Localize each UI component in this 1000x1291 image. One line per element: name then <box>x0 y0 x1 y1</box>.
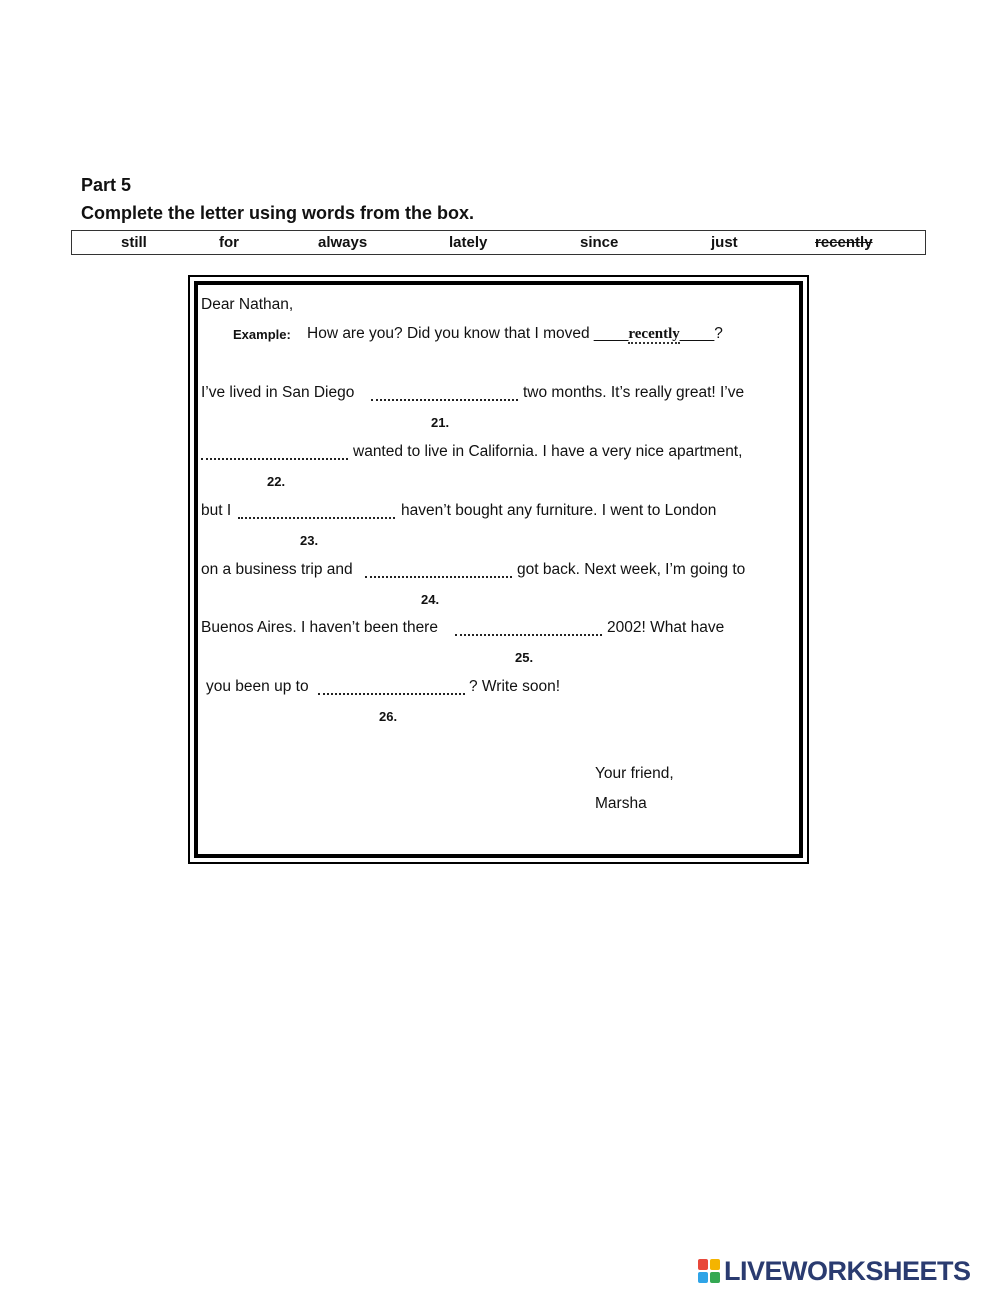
line-26-before: you been up to <box>206 678 309 695</box>
question-number-23: 23. <box>300 533 319 548</box>
question-number-26: 26. <box>379 709 398 724</box>
line-21-before: I’ve lived in San Diego <box>201 384 355 401</box>
word-lately: lately <box>449 234 488 251</box>
line-23-before: but I <box>201 502 232 519</box>
liveworksheets-logo-icon <box>698 1259 720 1283</box>
line-24-before: on a business trip and <box>201 561 353 578</box>
word-just: just <box>711 234 738 251</box>
example-answer: recently <box>628 326 680 342</box>
line-22-after: wanted to live in California. I have a very nice apartment, <box>353 443 743 460</box>
example-text-after: ____? <box>679 325 723 342</box>
line-25-before: Buenos Aires. I haven’t been there <box>201 619 438 636</box>
word-always: always <box>318 234 368 251</box>
answer-blank-24[interactable] <box>365 576 512 578</box>
liveworksheets-logo-text: LIVEWORKSHEETS <box>724 1256 971 1286</box>
question-number-21: 21. <box>431 415 450 430</box>
question-number-25: 25. <box>515 650 534 665</box>
answer-blank-26[interactable] <box>318 693 465 695</box>
question-number-22: 22. <box>267 474 286 489</box>
line-25-after: 2002! What have <box>607 619 725 636</box>
question-number-24: 24. <box>421 592 440 607</box>
answer-blank-22[interactable] <box>201 458 348 460</box>
word-recently-used: recently <box>815 234 873 251</box>
line-24-after: got back. Next week, I’m going to <box>517 561 746 578</box>
answer-blank-21[interactable] <box>371 399 518 401</box>
example-label: Example: <box>233 327 291 342</box>
part-title: Part 5 <box>81 175 132 195</box>
word-box <box>71 230 926 255</box>
answer-blank-23[interactable] <box>238 517 395 519</box>
letter-signature: Marsha <box>595 795 647 812</box>
word-for: for <box>219 234 239 251</box>
letter-greeting: Dear Nathan, <box>201 296 294 313</box>
line-23-after: haven’t bought any furniture. I went to London <box>401 502 717 519</box>
example-sentence <box>307 325 723 343</box>
word-since: since <box>580 234 619 251</box>
example-text-before: How are you? Did you know that I moved ____ <box>307 325 629 342</box>
word-still: still <box>121 234 147 251</box>
line-21-after: two months. It’s really great! I’ve <box>523 384 745 401</box>
instruction-text: Complete the letter using words from the box. <box>81 203 475 223</box>
line-26-after: ? Write soon! <box>469 678 561 695</box>
answer-blank-25[interactable] <box>455 634 602 636</box>
letter-closing: Your friend, <box>595 765 674 782</box>
